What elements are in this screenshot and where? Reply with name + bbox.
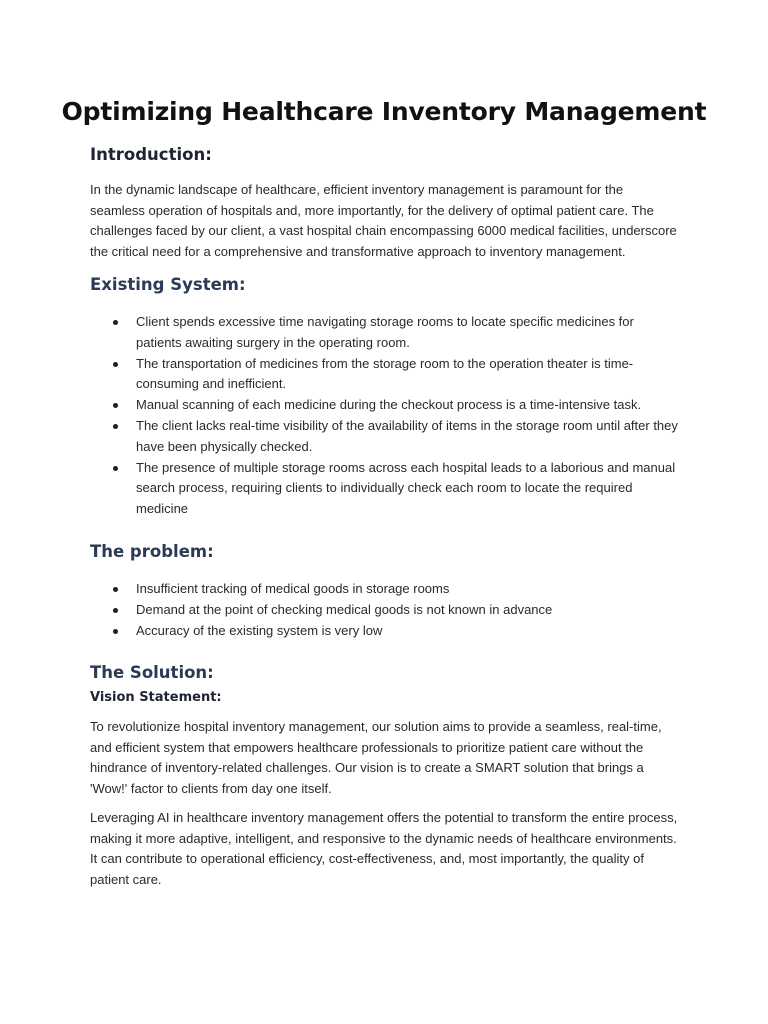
list-item xyxy=(136,395,678,416)
document-title: Optimizing Healthcare Inventory Management xyxy=(61,97,707,126)
list-item xyxy=(136,458,678,520)
list-item xyxy=(136,354,678,396)
list-item-text: Client spends excessive time navigating storage rooms to locate specific medicines for patients awaiting surgery in the operating room. xyxy=(136,314,634,350)
bullet-icon xyxy=(113,629,118,634)
bullet-icon xyxy=(113,587,118,592)
list-item xyxy=(136,600,678,621)
vision-statement-heading: Vision Statement: xyxy=(90,690,222,706)
vision-statement-paragraph: To revolutionize hospital inventory management, our solution aims to provide a seamless, real-time, and efficient system that empowers healthcare professionals to prioritize patient care without the hindrance of inventory-related challenges. Our vision is to create a SMART solution that brings a 'Wow!' factor to clients from day one itself. xyxy=(90,719,662,796)
list-item xyxy=(136,312,678,354)
bullet-icon xyxy=(113,362,118,367)
problem-list xyxy=(90,579,678,641)
existing-system-list xyxy=(90,312,678,520)
ai-paragraph: Leveraging AI in healthcare inventory management offers the potential to transform the entire process, making it more adaptive, intelligent, and responsive to the dynamic needs of healthcare environments. It can contribute to operational efficiency, cost-effectiveness, and, most importantly, the quality of patient care. xyxy=(90,810,678,887)
bullet-icon xyxy=(113,608,118,613)
list-item-text: Demand at the point of checking medical goods is not known in advance xyxy=(136,601,553,617)
list-item-text: The presence of multiple storage rooms across each hospital leads to a laborious and manual search process, requiring clients to individually check each room to locate the required medicine xyxy=(136,459,676,517)
list-item xyxy=(136,416,678,458)
solution-heading: The Solution: xyxy=(90,663,214,683)
list-item-text: Manual scanning of each medicine during the checkout process is a time-intensive task. xyxy=(136,397,642,413)
bullet-icon xyxy=(113,466,118,471)
introduction-paragraph: In the dynamic landscape of healthcare, efficient inventory management is paramount for the seamless operation of hospitals and, more importantly, for the delivery of optimal patient care. The challenges faced by our client, a vast hospital chain encompassing 6000 medical facilities, underscore the critical need for a comprehensive and transformative approach to inventory management. xyxy=(90,182,677,259)
list-item-text: The client lacks real-time visibility of the availability of items in the storage room until after they have been physically checked. xyxy=(136,417,678,454)
list-item-text: Accuracy of the existing system is very low xyxy=(136,622,383,638)
problem-heading: The problem: xyxy=(90,541,214,561)
list-item-text: Insufficient tracking of medical goods in storage rooms xyxy=(136,580,450,596)
introduction-heading: Introduction: xyxy=(90,145,212,164)
list-item xyxy=(136,579,678,600)
bullet-icon xyxy=(113,320,118,325)
bullet-icon xyxy=(113,403,118,408)
existing-system-heading: Existing System: xyxy=(90,275,246,294)
bullet-icon xyxy=(113,424,118,429)
list-item-text: The transportation of medicines from the storage room to the operation theater is time-consuming and inefficient. xyxy=(136,355,634,392)
list-item xyxy=(136,621,678,642)
